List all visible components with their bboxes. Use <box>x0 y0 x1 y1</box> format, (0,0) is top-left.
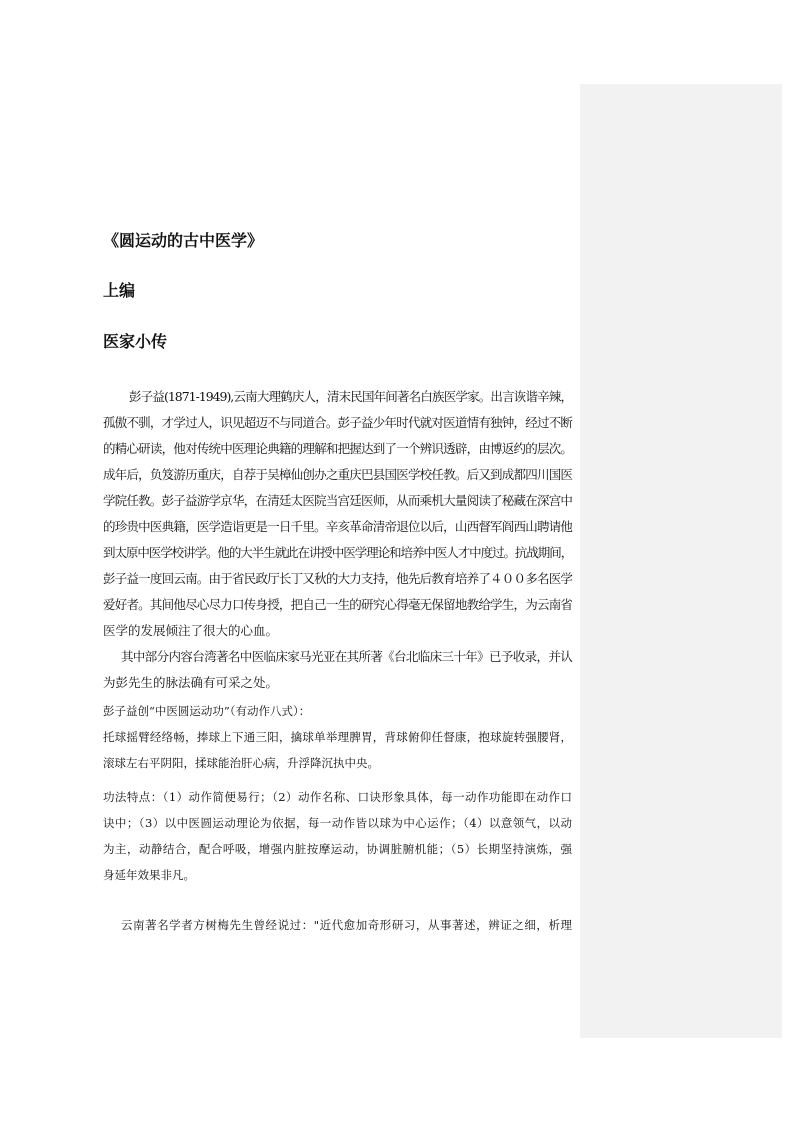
text-line: 孤傲不驯，才学过人，识见超迈不与同道合。彭子益少年时代就对医道情有独钟，经过不断 <box>103 415 572 430</box>
text-line: 的精心研读，他对传统中医理论典籍的理解和把握达到了一个辨识透辟，由博返约的层次。 <box>103 441 572 456</box>
document-title: 《圆运动的古中医学》 <box>103 231 264 250</box>
section-heading: 上编 <box>103 281 136 300</box>
text-line: 其中部分内容台湾著名中医临床家马光亚在其所著《台北临床三十年》已予收录，并认 <box>121 649 572 664</box>
text-line: 滚球左右平阴阳，揉球能治肝心病，升浮降沉执中央。 <box>103 756 379 770</box>
text-line: 成年后，负笈游历重庆，自荐于吴樟仙创办之重庆巴县国医学校任教。后又到成都四川国医 <box>103 467 572 482</box>
text-line: 身延年效果非凡。 <box>103 868 195 882</box>
text-line: 彭子益(1871-1949),云南大理鹤庆人，清末民国年间著名白族医学家。出言诙谐辛辣， <box>129 389 572 404</box>
text-line: 爱好者。其间他尽心尽力口传身授，把自己一生的研究心得毫无保留地教给学生，为云南省 <box>103 597 572 612</box>
text-line: 医学的发展倾注了很大的心血。 <box>103 623 279 638</box>
text-line: 诀中；（3）以中医圆运动理论为依据，每一动作皆以球为中心运作；（4）以意领气，以动 <box>103 816 572 830</box>
text-line: 的珍贵中医典籍，医学造诣更是一日千里。辛亥革命清帝退位以后，山西督军阎西山聘请他 <box>103 519 572 534</box>
text-line: 为主，动静结合，配合呼吸，增强内脏按摩运动，协调脏腑机能；（5）长期坚持演炼，强 <box>103 842 572 856</box>
exercise-intro: 彭子益创“中医圆运动功”（有动作八式）： <box>103 704 311 718</box>
text-line: 彭子益一度回云南。由于省民政厅长丁又秋的大力支持，他先后教育培养了４００多名医学 <box>103 571 572 586</box>
text-line: 到太原中医学校讲学。他的大半生就此在讲授中医学理论和培养中医人才中度过。抗战期间， <box>103 545 572 560</box>
text-line: 学院任教。彭子益游学京华，在清廷太医院当宫廷医师，从而乘机大量阅读了秘藏在深宫中 <box>103 493 572 508</box>
comment-pane <box>580 84 782 1038</box>
text-line: 托球摇臂经络畅，捧球上下通三阳，擒球单举理脾胃，背球俯仰任督康，抱球旋转强腰肾， <box>103 730 572 744</box>
text-line: 为彭先生的脉法确有可采之处。 <box>103 675 279 690</box>
text-line: 功法特点：（1）动作简便易行；（2）动作名称、口诀形象具体，每一动作功能即在动作口 <box>103 790 572 804</box>
quote-line: 云南著名学者方树梅先生曾经说过："近代愈加奇形研习，从事著述，辨证之细，析理 <box>121 918 572 932</box>
subsection-heading: 医家小传 <box>103 332 168 351</box>
